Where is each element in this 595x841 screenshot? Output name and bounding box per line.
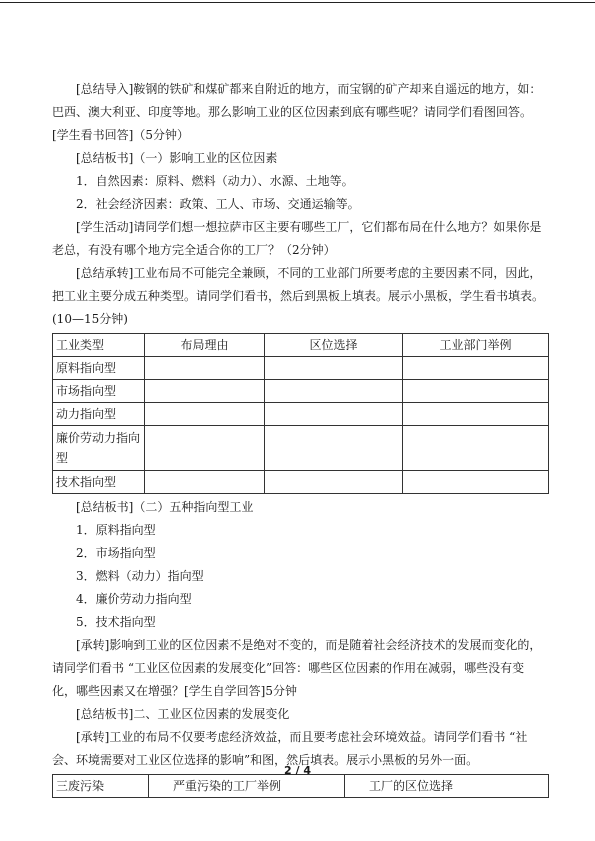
paragraph-transition-2: [承转]影响到工业的区位因素不是绝对不变的，而是随着社会经济技术的发展而变化的，请同学们看书 “工业区位因素的发展变化”回答：哪些区位因素的作用在减弱，哪些没有变化，哪些因素又在增强？[学生自学回答]5分钟 [52, 638, 542, 698]
table-row [53, 357, 549, 380]
table-row [53, 471, 549, 494]
header-polluting-factories: 严重污染的工厂举例 [149, 775, 345, 798]
header-industry-type: 工业类型 [53, 334, 145, 357]
paragraph-intro: [总结导入]鞍钢的铁矿和煤矿都来自附近的地方，而宝钢的矿产却来自遥远的地方，如：巴西、澳大利亚、印度等地。那么影响工业的区位因素到底有哪些呢？请同学们看图回答。[学生看书回答]（5分钟） [52, 82, 542, 142]
empty-cell[interactable] [265, 357, 403, 380]
empty-cell[interactable] [145, 403, 265, 426]
paragraph-transition-3: [承转]工业的布局不仅要考虑经济效益，而且要考虑社会环境效益。请同学们看书 “社会、环境需要对工业区位选择的影响”和图，然后填表。展示小黑板的另外一面。 [52, 730, 528, 767]
empty-cell[interactable] [265, 426, 403, 471]
table-row [53, 403, 549, 426]
row-label: 动力指向型 [53, 403, 145, 426]
empty-cell[interactable] [403, 403, 549, 426]
empty-cell[interactable] [145, 426, 265, 471]
pollution-table [52, 774, 549, 798]
row-label: 廉价劳动力指向型 [53, 426, 145, 471]
header-rule [0, 2, 595, 3]
paragraph-transition-1: [总结承转]工业布局不可能完全兼顾，不同的工业部门所要考虑的主要因素不同，因此，把工业主要分成五种类型。请同学们看书，然后到黑板上填表。展示小黑板，学生看书填表。(10—15分钟) [52, 266, 545, 326]
empty-cell[interactable] [403, 357, 549, 380]
header-layout-reason: 布局理由 [145, 334, 265, 357]
empty-cell[interactable] [265, 471, 403, 494]
empty-cell[interactable] [145, 471, 265, 494]
header-factory-location: 工厂的区位选择 [345, 775, 549, 798]
page-number: 2 / 4 [284, 764, 311, 777]
table-row [53, 380, 549, 403]
empty-cell[interactable] [265, 403, 403, 426]
paragraph-student-activity: [学生活动]请同学们想一想拉萨市区主要有哪些工厂，它们都布局在什么地方？如果你是老总，有没有哪个地方完全适合你的工厂？（2分钟） [52, 220, 542, 257]
document-body [52, 78, 548, 798]
list-item: 4．廉价劳动力指向型 [76, 592, 192, 606]
table-row [53, 426, 549, 471]
table-header-row [53, 775, 549, 798]
list-item: 5．技术指向型 [76, 615, 156, 629]
row-label: 原料指向型 [53, 357, 145, 380]
empty-cell[interactable] [403, 380, 549, 403]
empty-cell[interactable] [145, 380, 265, 403]
heading-five-types: [总结板书]（二）五种指向型工业 [76, 500, 254, 514]
row-label: 技术指向型 [53, 471, 145, 494]
header-three-wastes: 三废污染 [53, 775, 149, 798]
empty-cell[interactable] [403, 471, 549, 494]
empty-cell[interactable] [265, 380, 403, 403]
industry-type-table [52, 333, 549, 494]
heading-factor-changes: [总结板书]二、工业区位因素的发展变化 [76, 707, 290, 721]
list-item: 3．燃料（动力）指向型 [76, 569, 204, 583]
factor-natural: 1．自然因素：原料、燃料（动力）、水源、土地等。 [76, 174, 354, 188]
list-item: 1．原料指向型 [76, 523, 156, 537]
empty-cell[interactable] [145, 357, 265, 380]
factor-social-economic: 2．社会经济因素：政策、工人、市场、交通运输等。 [76, 197, 360, 211]
row-label: 市场指向型 [53, 380, 145, 403]
empty-cell[interactable] [403, 426, 549, 471]
table-header-row [53, 334, 549, 357]
header-location-choice: 区位选择 [265, 334, 403, 357]
heading-location-factors: [总结板书]（一）影响工业的区位因素 [76, 151, 278, 165]
list-item: 2．市场指向型 [76, 546, 156, 560]
header-industry-examples: 工业部门举例 [403, 334, 549, 357]
